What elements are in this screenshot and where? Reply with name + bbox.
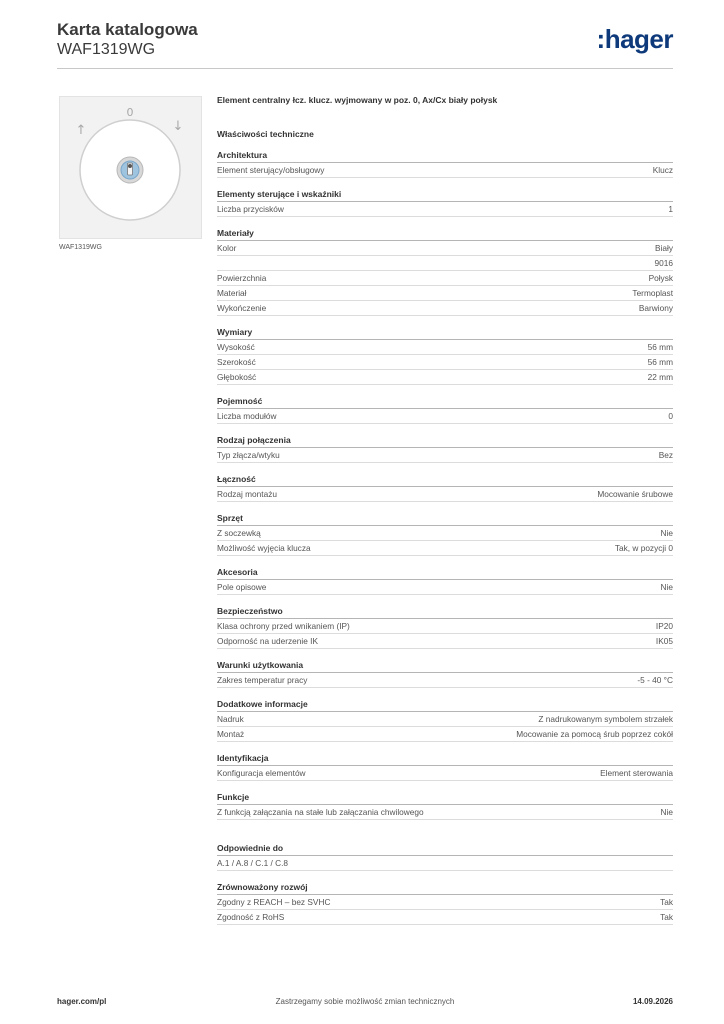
spec-row: [217, 910, 673, 925]
technical-content: [217, 93, 673, 935]
spec-value: 0: [668, 411, 673, 421]
image-caption: WAF1319WG: [59, 244, 102, 251]
spec-label: Możliwość wyjęcia klucza: [217, 543, 311, 553]
document-title: Karta katalogowa: [57, 20, 198, 39]
up-arrow-icon: ↑: [75, 123, 87, 138]
spec-label: Kolor: [217, 243, 237, 253]
spec-label: Klasa ochrony przed wnikaniem (IP): [217, 621, 350, 631]
section-title: Materiały: [217, 227, 673, 241]
spec-value: Tak, w pozycji 0: [614, 543, 673, 553]
spec-label: Typ złącza/wtyku: [217, 450, 280, 460]
spec-label: Materiał: [217, 288, 247, 298]
product-description: Element centralny łcz. klucz. wyjmowany w poz. 0, Ax/Cx biały połysk: [217, 95, 498, 105]
spec-row: [217, 271, 673, 286]
section-title: Sprzęt: [217, 512, 673, 526]
spec-label: Odporność na uderzenie IK: [217, 636, 319, 646]
spec-value: 22 mm: [647, 372, 673, 382]
spec-section: [217, 698, 673, 742]
print-date: 14.09.2026: [632, 997, 673, 1006]
spec-section: [217, 881, 673, 925]
spec-row: [217, 856, 673, 871]
section-title: Rodzaj połączenia: [217, 434, 673, 448]
spec-label: Liczba przycisków: [217, 204, 284, 214]
spec-value: Element sterowania: [600, 768, 673, 778]
section-title: Zrównoważony rozwój: [217, 881, 673, 895]
spec-label: Z soczewką: [217, 528, 261, 538]
spec-label: Element sterujący/obsługowy: [217, 165, 325, 175]
spec-label: Nadruk: [217, 714, 244, 724]
section-title: Identyfikacja: [217, 752, 673, 766]
spec-value: Klucz: [652, 165, 673, 175]
spec-row: [217, 286, 673, 301]
spec-row: [217, 163, 673, 178]
section-title: Bezpieczeństwo: [217, 605, 673, 619]
spec-value: Bez: [658, 450, 673, 460]
spec-value: 56 mm: [647, 342, 673, 352]
spec-row: [217, 895, 673, 910]
spec-label: Powierzchnia: [217, 273, 267, 283]
spec-value: -5 - 40 °C: [637, 675, 673, 685]
disclaimer: Zastrzegamy sobie możliwość zmian technicznych: [275, 997, 455, 1006]
spec-value: Tak: [660, 912, 673, 922]
spec-value: Mocowanie za pomocą śrub poprzez cokół: [516, 729, 673, 739]
spec-label: Montaż: [217, 729, 245, 739]
spec-section: [217, 149, 673, 178]
spec-value: 1: [668, 204, 673, 214]
spec-row: [217, 766, 673, 781]
spec-section: [217, 473, 673, 502]
spec-row: [217, 727, 673, 742]
spec-row: [217, 202, 673, 217]
spec-value: Tak: [660, 897, 673, 907]
spec-value: Barwiony: [638, 303, 673, 313]
spec-label: A.1 / A.8 / C.1 / C.8: [217, 858, 289, 868]
spec-label: Szerokość: [217, 357, 256, 367]
spec-value: Nie: [660, 582, 673, 592]
spec-value: Nie: [660, 807, 673, 817]
spec-section: [217, 326, 673, 385]
spec-row: [217, 256, 673, 271]
key-switch-illustration: [60, 97, 201, 238]
spec-section: [217, 227, 673, 316]
spec-row: [217, 541, 673, 556]
spec-value: IP20: [655, 621, 673, 631]
spec-label: Konfiguracja elementów: [217, 768, 306, 778]
spec-value: Z nadrukowanym symbolem strzałek: [538, 714, 673, 724]
spec-label: Liczba modułów: [217, 411, 277, 421]
spec-row: [217, 409, 673, 424]
section-title: Łączność: [217, 473, 673, 487]
spec-row: [217, 805, 673, 820]
spec-value: 56 mm: [647, 357, 673, 367]
section-title: Akcesoria: [217, 566, 673, 580]
section-title: Funkcje: [217, 791, 673, 805]
spec-row: [217, 526, 673, 541]
header-divider: [57, 68, 673, 69]
product-image: [59, 96, 202, 239]
product-code: WAF1319WG: [57, 41, 156, 58]
section-title: Warunki użytkowania: [217, 659, 673, 673]
spec-row: [217, 487, 673, 502]
spec-value: 9016: [654, 258, 673, 268]
spec-label: Wykończenie: [217, 303, 267, 313]
section-title: Pojemność: [217, 395, 673, 409]
spec-value: IK05: [655, 636, 673, 646]
spec-row: [217, 448, 673, 463]
spec-row: [217, 712, 673, 727]
spec-section: [217, 512, 673, 556]
spec-row: [217, 370, 673, 385]
spec-value: Mocowanie śrubowe: [597, 489, 673, 499]
spec-section: [217, 842, 673, 871]
spec-value: Połysk: [648, 273, 673, 283]
website-link[interactable]: hager.com/pl: [57, 997, 107, 1006]
spec-row: [217, 634, 673, 649]
spec-section: [217, 188, 673, 217]
spec-section: [217, 566, 673, 595]
spec-section: [217, 791, 673, 820]
spec-label: Głębokość: [217, 372, 257, 382]
spec-label: Zakres temperatur pracy: [217, 675, 308, 685]
spec-label: Zgodność z RoHS: [217, 912, 285, 922]
spec-section: [217, 659, 673, 688]
hager-logo: :hager: [596, 24, 673, 54]
down-arrow-icon: ↓: [172, 119, 184, 134]
spec-label: Zgodny z REACH – bez SVHC: [217, 897, 331, 907]
spec-value: Biały: [655, 243, 673, 253]
page-header: [57, 20, 673, 60]
section-title: Wymiary: [217, 326, 673, 340]
spec-label: Rodzaj montażu: [217, 489, 277, 499]
spec-label: Z funkcją załączania na stałe lub załączania chwilowego: [217, 807, 424, 817]
properties-heading: Właściwości techniczne: [217, 129, 314, 139]
spec-row: [217, 355, 673, 370]
spec-row: [217, 619, 673, 634]
spec-row: [217, 241, 673, 256]
position-zero-label: 0: [126, 106, 134, 119]
section-title: Elementy sterujące i wskaźniki: [217, 188, 673, 202]
spec-section: [217, 605, 673, 649]
spec-row: [217, 580, 673, 595]
section-title: Odpowiednie do: [217, 842, 673, 856]
spec-label: Pole opisowe: [217, 582, 267, 592]
spec-row: [217, 673, 673, 688]
spec-value: Nie: [660, 528, 673, 538]
section-title: Dodatkowe informacje: [217, 698, 673, 712]
spec-section: [217, 395, 673, 424]
properties-list: [217, 149, 673, 925]
spec-row: [217, 301, 673, 316]
spec-section: [217, 434, 673, 463]
section-title: Architektura: [217, 149, 673, 163]
spec-section: [217, 752, 673, 781]
spec-value: Termoplast: [632, 288, 673, 298]
spec-label: Wysokość: [217, 342, 255, 352]
spec-row: [217, 340, 673, 355]
